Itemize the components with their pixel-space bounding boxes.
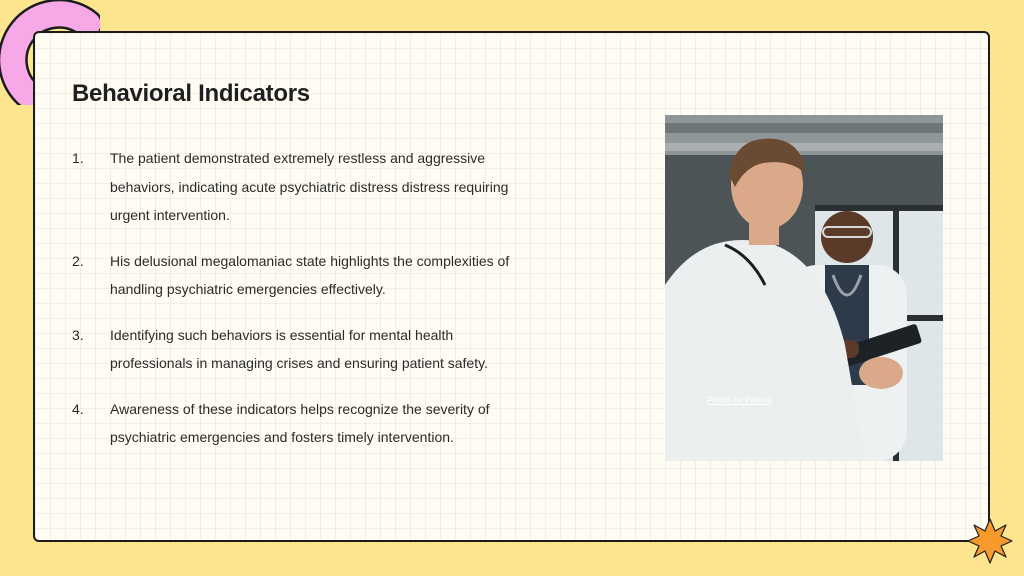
list-item-text: His delusional megalomaniac state highlights the complexities of handling psychiatric emergencies effectively. <box>110 252 510 297</box>
list-item-text: Awareness of these indicators helps recognize the severity of psychiatric emergencies and fosters timely intervention. <box>110 400 490 445</box>
list-item <box>72 247 522 304</box>
orange-starburst-icon <box>962 513 1018 569</box>
list-item <box>72 395 522 452</box>
list-item <box>72 144 522 230</box>
photo-credit-link[interactable]: Photo by Pexels <box>707 395 773 405</box>
indicator-list <box>72 144 522 469</box>
list-item-number: 3. <box>72 326 84 343</box>
doctors-photo-illustration <box>665 115 943 461</box>
list-item-number: 2. <box>72 252 84 269</box>
list-item <box>72 321 522 378</box>
list-item-number: 1. <box>72 150 84 166</box>
list-item-text: The patient demonstrated extremely restless and aggressive behaviors, indicating acute psychiatric distress distress requiring urgent intervention. <box>110 150 509 223</box>
list-item-number: 4. <box>72 400 84 417</box>
list-item-text: Identifying such behaviors is essential for mental health professionals in managing crises and ensuring patient safety. <box>110 326 488 371</box>
doctors-photo <box>665 115 943 461</box>
slide-title: Behavioral Indicators <box>72 80 310 107</box>
